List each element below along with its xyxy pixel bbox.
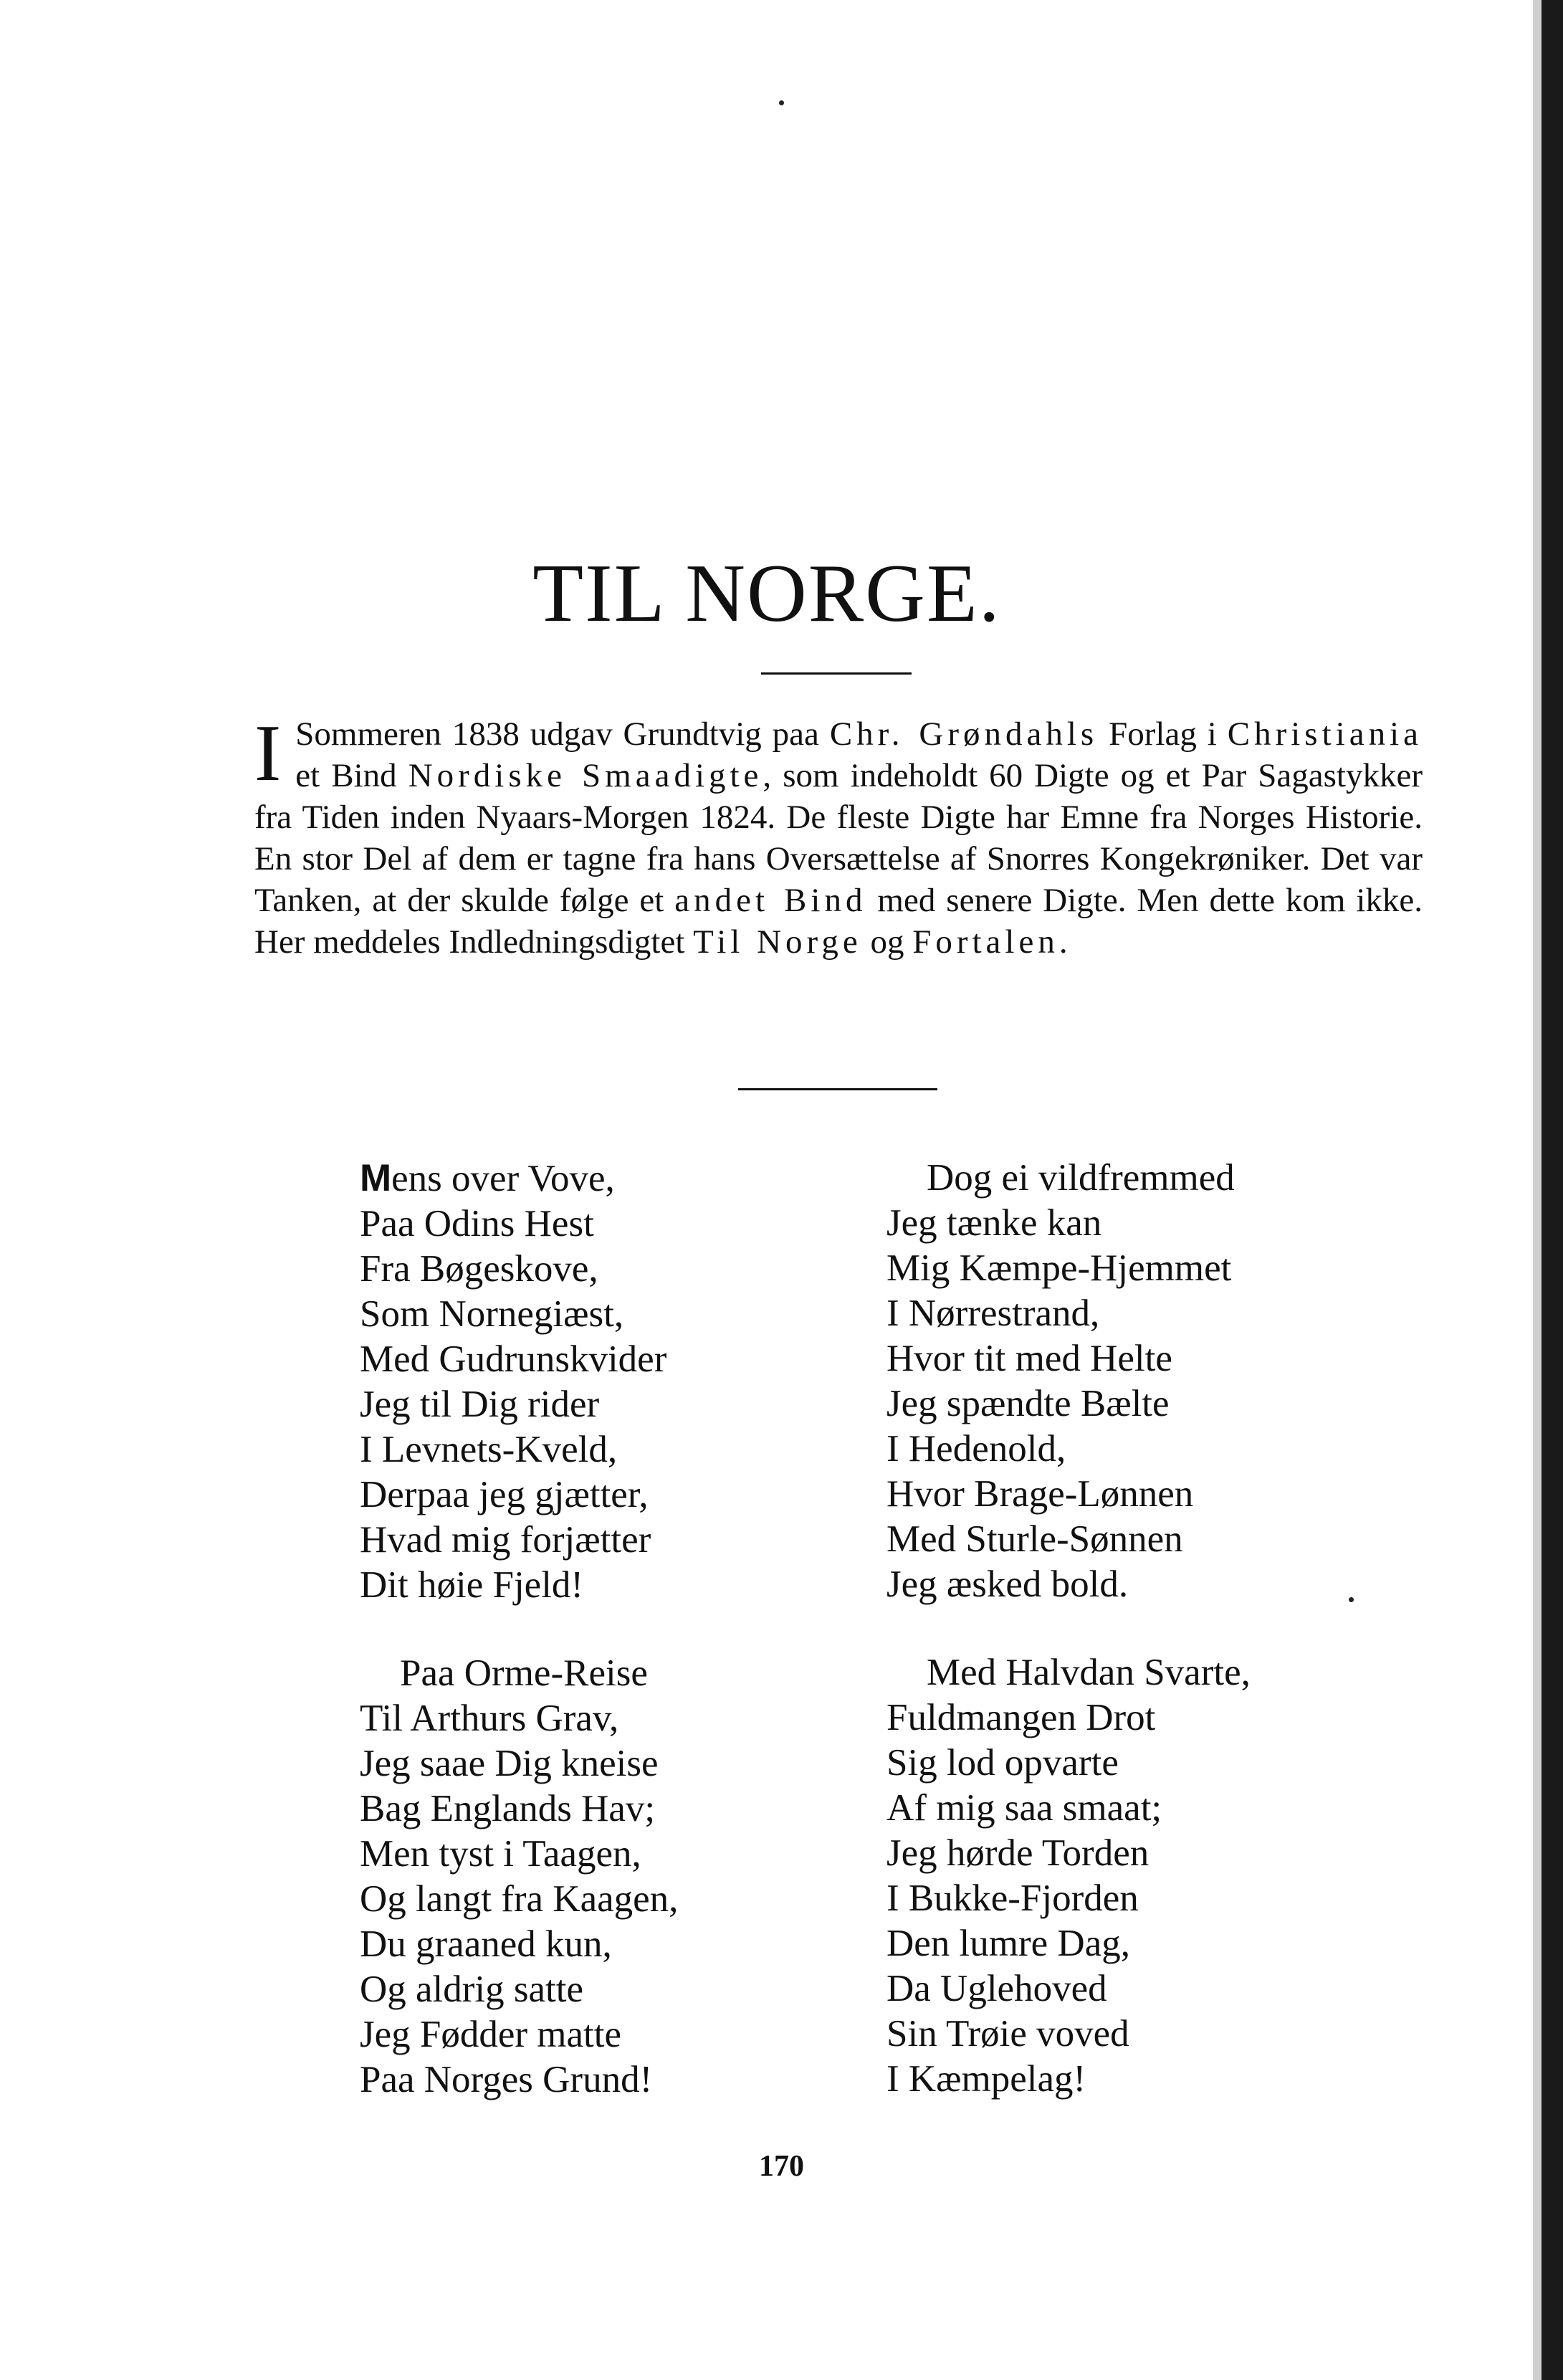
intro-paragraph (254, 709, 1423, 963)
verse-line: Men tyst i Taagen, (360, 1833, 641, 1875)
verse-line: Til Arthurs Grav, (360, 1698, 619, 1739)
verse-line: Hvad mig forjætter (360, 1519, 651, 1561)
verse-line: I Bukke-Fjorden (886, 1877, 1139, 1919)
poem (0, 1156, 1563, 2131)
verse-line: Sin Trøie voved (886, 2013, 1129, 2055)
intro-text: et Bind (295, 757, 408, 794)
verse-line: Jeg til Dig rider (360, 1384, 600, 1425)
title-divider (761, 672, 912, 675)
intro-text: Forlag i (1098, 715, 1228, 753)
stanza-2 (886, 1156, 1445, 1607)
verse-line: Du graaned kun, (360, 1923, 612, 1965)
verse-line: Den lumre Dag, (886, 1923, 1130, 1964)
verse-line: Jeg Fødder matte (360, 2014, 622, 2055)
verse-line: Da Uglehoved (886, 1968, 1107, 2009)
intro-spaced-city: Christiania (1227, 715, 1423, 753)
intro-spaced-poem-title: Til Norge (693, 923, 862, 961)
verse-line: Med Halvdan Svarte, (927, 1652, 1251, 1693)
verse-line: Og langt fra Kaagen, (360, 1878, 679, 1920)
intro-spaced-preface: Fortalen (912, 923, 1059, 961)
verse-line: I Levnets-Kveld, (360, 1429, 618, 1470)
drop-cap: I (254, 709, 282, 798)
verse-line: Sig lod opvarte (886, 1742, 1119, 1784)
paper-speck (779, 100, 784, 105)
intro-spaced-publisher: Chr. Grøndahls (829, 715, 1099, 753)
verse-line: Med Gudrunskvider (360, 1338, 667, 1380)
stanza-1 (360, 1156, 861, 1608)
verse-line: I Hedenold, (886, 1428, 1066, 1470)
page-title: TIL NORGE. (532, 548, 1001, 639)
verse-line: Mig Kæmpe-Hjemmet (886, 1247, 1232, 1289)
poem-column-left (360, 1156, 861, 2146)
paper-speck (1349, 1597, 1354, 1602)
intro-text: Sommeren 1838 udgav Grundtvig paa (295, 715, 830, 753)
intro-text: og (861, 923, 913, 961)
verse-line: Dog ei vildfremmed (927, 1157, 1235, 1199)
verse-line: Fra Bøgeskove, (360, 1248, 598, 1290)
stanza-4 (886, 1650, 1445, 2102)
verse-line: Af mig saa smaat; (886, 1787, 1162, 1829)
intro-text: . (1058, 923, 1068, 961)
verse-line: Paa Norges Grund! (360, 2059, 653, 2100)
verse-line: Dit høie Fjeld! (360, 1564, 584, 1606)
verse-line: I Nørrestrand, (886, 1293, 1100, 1334)
section-divider (738, 1088, 937, 1090)
verse-line: Paa Orme-Reise (400, 1652, 648, 1694)
verse-line: Og aldrig satte (360, 1969, 584, 2010)
intro-text: , som indeholdt 60 Digte og et Par Sagastykker fra Tiden inden Nyaars-Morgen 1824. De fleste Digte har Emne fra Norges Historie. En stor Del af dem er tagne fra hans Oversættelse af Snorres Kongekrøniker. Det var Tanken, at der skulde følge et (254, 757, 1423, 919)
verse-line: Jeg saae Dig kneise (360, 1743, 659, 1784)
verse-line: Hvor tit med Helte (886, 1338, 1172, 1379)
verse-line: Paa Odins Hest (360, 1203, 594, 1244)
intro-text: med senere Digte. Men dette kom ikke. Her meddeles Indledningsdigtet (254, 882, 1423, 961)
intro-spaced-second-volume: andet Bind (674, 882, 867, 919)
stanza-3 (360, 1651, 861, 2103)
intro-spaced-book-title: Nordiske Smaadigte (408, 757, 763, 794)
verse-line: Med Sturle-Sønnen (886, 1518, 1183, 1560)
verse-line: Derpaa jeg gjætter, (360, 1474, 649, 1515)
verse-line: Jeg tænke kan (886, 1202, 1102, 1244)
page-number: 170 (759, 2150, 804, 2183)
verse-line: Jeg spændte Bælte (886, 1383, 1170, 1424)
verse-line: Som Nornegiæst, (360, 1293, 624, 1335)
poem-column-right (886, 1156, 1445, 2145)
verse-line: Fuldmangen Drot (886, 1697, 1156, 1738)
verse-line: Bag Englands Hav; (360, 1788, 656, 1829)
verse-line: Hvor Brage-Lønnen (886, 1473, 1194, 1515)
verse-line: Mens over Vove, (360, 1157, 615, 1199)
verse-line: Jeg æsked bold. (886, 1563, 1129, 1605)
verse-line: Jeg hørde Torden (886, 1832, 1149, 1874)
verse-line: I Kæmpelag! (886, 2058, 1086, 2100)
